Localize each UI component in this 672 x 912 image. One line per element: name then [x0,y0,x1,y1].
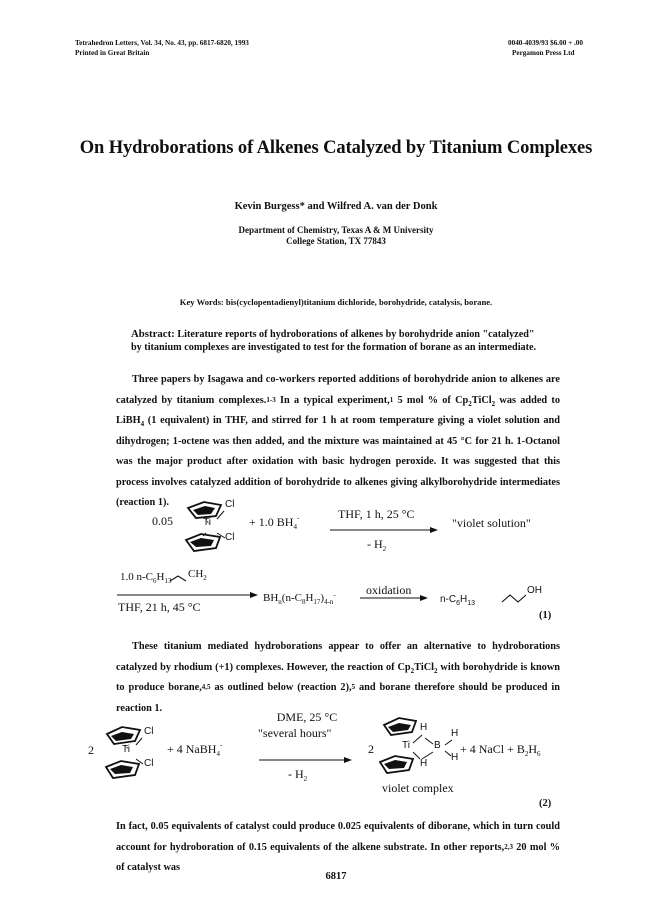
hydrogen-loss [288,767,307,782]
violet-solution: "violet solution" [452,516,531,530]
octene-text: 1.0 n-C [120,571,153,583]
journal-line: Tetrahedron Letters, Vol. 34, No. 43, pp. 6817-6820, 1993 [75,39,249,47]
int-c: 8 [301,598,306,606]
cyclopentadienyl-ring-icon [106,761,139,778]
cyclopentadienyl-ring-icon [384,718,416,735]
printed-line: Printed in Great Britain [75,49,150,57]
oct-h: H [460,594,468,605]
reagent-sup: - [296,514,300,522]
reagent-sub: 4 [293,523,297,531]
int-bh: BH [263,592,279,604]
p1-text-a: Three papers by Isagawa and co-workers reported additions of borohydride anion to alkenes are catalyzed by titanium complexes. [116,374,560,406]
authors: Kevin Burgess* and Wilfred A. van der Donk [234,201,438,212]
ref-1: 1 [389,395,394,404]
octene-sub: 6 [153,577,157,585]
coefficient-2: 2 [88,743,94,757]
code-line: 0040-4039/93 $6.00 + .00 [508,39,583,47]
p2-text-c: with borohydride is known to produce borane, [116,661,560,693]
p2-text-e: and borane therefore should be produced in reaction 1. [116,682,560,714]
p1-sub: 2 [491,399,496,408]
boron-atom: B [434,740,441,751]
page-number: 6817 [325,871,347,882]
publisher-line: Pergamon Press Ltd [512,49,575,57]
keywords: Key Words: bis(cyclopentadienyl)titanium dichloride, borohydride, catalysis, borane. [179,297,493,307]
nabh4-reagent [167,742,222,757]
int-end: ) [320,592,325,604]
p1-sub: 4 [140,420,145,428]
cl-bottom: Cl [225,532,235,543]
reagent-text: + 1.0 BH [249,515,294,529]
ref-2-3: 2,3 [504,842,514,851]
p1-text-c: 5 mol % of Cp [393,394,469,406]
reaction-2-solvent: DME, 25 °C [276,710,338,724]
reaction-1-step2-conditions: THF, 21 h, 45 °C [118,600,201,614]
oct-c: 6 [456,600,461,607]
cl-top: Cl [225,499,235,510]
int-sup: - [333,591,336,599]
reaction-1-conditions: THF, 1 h, 25 °C [338,507,415,521]
cyclopentadienyl-ring-icon [107,727,140,744]
paper-title: On Hydroborations of Alkenes Catalyzed by Titanium Complexes [79,138,593,158]
bridging-hydrogen: H [420,722,428,733]
ref-4-5: 4,5 [201,683,211,691]
oxidation-label: oxidation [366,583,412,597]
oct-prefix: n-C [440,594,457,605]
violet-complex-label: violet complex [382,781,454,795]
products-sub: 6 [537,750,541,758]
cyclopentadienyl-ring-icon [380,756,413,773]
h2-sub: 2 [303,775,308,783]
cl-bottom: Cl [144,758,154,769]
p3-text-a: In fact, 0.05 equivalents of catalyst could produce 0.025 equivalents of diborane, which in turn could account for hydroboration of 0.15 equivalents of the alkene substrate. In other reports, [116,821,560,853]
int-h: H [305,592,314,604]
p2-text-d: as outlined below (reaction 2), [210,682,352,693]
ch2-text: CH [188,568,204,580]
int-n: n [278,598,282,606]
terminal-hydrogen: H [451,752,459,763]
p2-sub: 2 [410,666,415,675]
cl-top: Cl [144,726,154,737]
h2-text: - H [288,767,304,781]
affiliation-line-1: Department of Chemistry, Texas A & M University [238,225,434,235]
octene-h: H [156,571,165,583]
p3-text-b: 20 mol % of catalyst was [116,841,561,873]
hydroxyl-group: OH [527,585,542,596]
ref-5: 5 [351,683,356,691]
coefficient-2: 2 [368,742,374,756]
p1-text-d: TiCl [471,394,492,406]
p1-sub: 2 [468,399,472,408]
bridging-hydrogen: H [420,758,428,769]
p1-text-f: (1 equivalent) in THF, and stirred for 1 h at room temperature giving a violet solution and dihydrogen; 1-octene was then added, and the mixture was maintained at 45 °C for 21 h. 1-Octanol was the major product after oxidation with basic hydrogen peroxide. It was suggested that this process involves catalyzed addition of borohydride to alkenes giving alkylborohydride intermediates (reaction 1). [116,415,560,508]
catalyst-amount: 0.05 [152,514,173,528]
p1-text-b: In a typical experiment, [275,394,390,406]
oct-hsub: 13 [467,600,476,607]
ch2-sub: 2 [203,574,207,582]
reaction-2-label: (2) [539,798,552,809]
int-sub2: 4-n [324,598,334,606]
p1-text-e: was added to LiBH [116,394,560,426]
p2-text-a: These titanium mediated hydroborations appear to offer an alternative to hydroborations catalyzed by rhodium (+1) complexes. However, the reaction of Cp [116,641,560,673]
reaction-2-time: "several hours" [258,726,332,740]
octene-sub: 13 [164,577,172,585]
ti-atom: Ti [203,517,211,528]
reaction-2-byproducts [460,742,541,757]
products-h: H [528,742,538,756]
h2-text: - H [367,537,383,551]
products-text: + 4 NaCl + B [460,742,525,756]
reagent-sub: 4 [216,750,220,758]
terminal-hydrogen: H [451,728,459,739]
int-mid: (n-C [281,592,302,604]
abstract-text: Literature reports of hydroborations of alkenes by borohydride anion "catalyzed" by titanium complexes are investigated to test for the formation of borane as an intermediate. [131,329,537,353]
p2-text-b: TiCl [414,661,434,673]
p2-sub: 2 [434,666,438,675]
ref-1-3: 1-3 [266,395,276,404]
reagent-sup: - [219,741,223,749]
reagent-text: + 4 NaBH [167,742,217,756]
int-hsub: 17 [313,598,321,606]
affiliation-line-2: College Station, TX 77843 [286,236,386,246]
abstract-label: Abstract: [131,328,175,340]
ti-atom: Ti [402,740,410,751]
ti-atom: Ti [122,744,130,755]
reaction-1-label: (1) [539,610,552,621]
h2-sub: 2 [382,545,387,553]
paragraph-3 [116,817,560,879]
products-sub: 2 [524,750,529,758]
